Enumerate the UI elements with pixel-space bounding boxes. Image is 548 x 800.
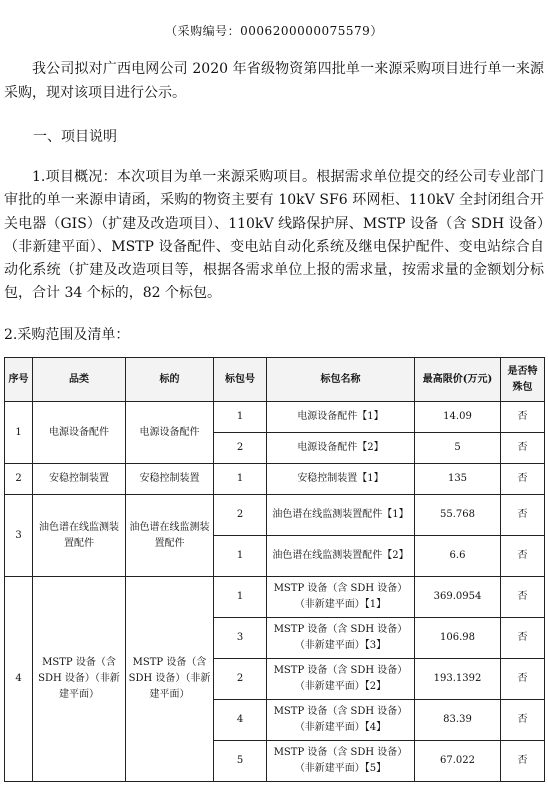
cell-special: 否 (501, 618, 545, 659)
cell-package-name: 电源设备配件【1】 (267, 402, 415, 433)
intro-paragraph: 我公司拟对广西电网公司 2020 年省级物资第四批单一来源采购项目进行单一来源采购，现对该项目进行公示。 (4, 61, 544, 101)
cell-special: 否 (501, 464, 545, 495)
cell-seq: 3 (5, 495, 33, 577)
cell-package-name: 安稳控制装置【1】 (267, 464, 415, 495)
cell-package-no: 1 (214, 464, 267, 495)
procurement-table (4, 357, 545, 782)
cell-seq: 4 (5, 577, 33, 782)
cell-seq: 1 (5, 402, 33, 464)
cell-package-no: 4 (214, 700, 267, 741)
cell-max-price: 6.6 (415, 536, 501, 577)
header-max-price: 最高限价(万元) (415, 358, 501, 402)
cell-package-no: 3 (214, 618, 267, 659)
cell-category: 安稳控制装置 (33, 464, 126, 495)
cell-max-price: 193.1392 (415, 659, 501, 700)
cell-special: 否 (501, 659, 545, 700)
cell-seq: 2 (5, 464, 33, 495)
cell-package-no: 1 (214, 402, 267, 433)
cell-package-no: 2 (214, 495, 267, 536)
cell-special: 否 (501, 700, 545, 741)
section-heading-project-description: 一、项目说明 (33, 129, 117, 145)
cell-package-name: MSTP 设备（含 SDH 设备）（非新建平面）【3】 (267, 618, 415, 659)
cell-special: 否 (501, 536, 545, 577)
table-header-row (5, 358, 545, 402)
cell-package-no: 1 (214, 536, 267, 577)
cell-max-price: 369.0954 (415, 577, 501, 618)
cell-package-name: 油色谱在线监测装置配件【1】 (267, 495, 415, 536)
cell-target: 油色谱在线监测装置配件 (126, 495, 214, 577)
cell-category: 油色谱在线监测装置配件 (33, 495, 126, 577)
table-row (5, 402, 545, 433)
section-heading-scope: 2.采购范围及清单： (4, 327, 130, 343)
cell-max-price: 106.98 (415, 618, 501, 659)
cell-special: 否 (501, 433, 545, 464)
cell-package-name: MSTP 设备（含 SDH 设备）（非新建平面）【1】 (267, 577, 415, 618)
cell-max-price: 83.39 (415, 700, 501, 741)
cell-package-no: 2 (214, 659, 267, 700)
cell-package-name: MSTP 设备（含 SDH 设备）（非新建平面）【4】 (267, 700, 415, 741)
project-overview-paragraph: 1.项目概况：本次项目为单一来源采购项目。根据需求单位提交的经公司专业部门审批的单一来源申请函，采购的物资主要有 10kV SF6 环网柜、110kV 全封闭组合开关电器（GIS）（扩建及改造项目）、110kV 线路保护屏、MSTP 设备（含 SDH 设备）（非新建平面）、MSTP 设备配件、变电站自动化系统及继电保护配件、变电站综合自动化系统（扩建及改造项目等，根据各需求单位上报的需求量，按需求量的金额划分标包，合计 34 个标的，82 个标包。 (4, 169, 544, 302)
cell-max-price: 14.09 (415, 402, 501, 433)
header-target: 标的 (126, 358, 214, 402)
cell-max-price: 135 (415, 464, 501, 495)
table-row (5, 495, 545, 536)
header-category: 品类 (33, 358, 126, 402)
cell-target: 电源设备配件 (126, 402, 214, 464)
cell-package-name: MSTP 设备（含 SDH 设备）（非新建平面）【5】 (267, 741, 415, 782)
cell-special: 否 (501, 495, 545, 536)
header-package-name: 标包名称 (267, 358, 415, 402)
cell-special: 否 (501, 402, 545, 433)
header-package-no: 标包号 (214, 358, 267, 402)
procurement-number: （采购编号：0006200000075579） (165, 24, 383, 38)
cell-category: 电源设备配件 (33, 402, 126, 464)
cell-special: 否 (501, 741, 545, 782)
cell-max-price: 5 (415, 433, 501, 464)
cell-target: 安稳控制装置 (126, 464, 214, 495)
cell-package-no: 2 (214, 433, 267, 464)
cell-package-name: 油色谱在线监测装置配件【2】 (267, 536, 415, 577)
cell-special: 否 (501, 577, 545, 618)
cell-package-no: 1 (214, 577, 267, 618)
table-row (5, 577, 545, 618)
cell-package-no: 5 (214, 741, 267, 782)
cell-target: MSTP 设备（含 SDH 设备）（非新建平面） (126, 577, 214, 782)
cell-package-name: MSTP 设备（含 SDH 设备）（非新建平面）【2】 (267, 659, 415, 700)
cell-category: MSTP 设备（含 SDH 设备）（非新建平面） (33, 577, 126, 782)
table-row (5, 464, 545, 495)
cell-package-name: 电源设备配件【2】 (267, 433, 415, 464)
cell-max-price: 67.022 (415, 741, 501, 782)
header-special-package: 是否特殊包 (501, 358, 545, 402)
cell-max-price: 55.768 (415, 495, 501, 536)
header-seq: 序号 (5, 358, 33, 402)
